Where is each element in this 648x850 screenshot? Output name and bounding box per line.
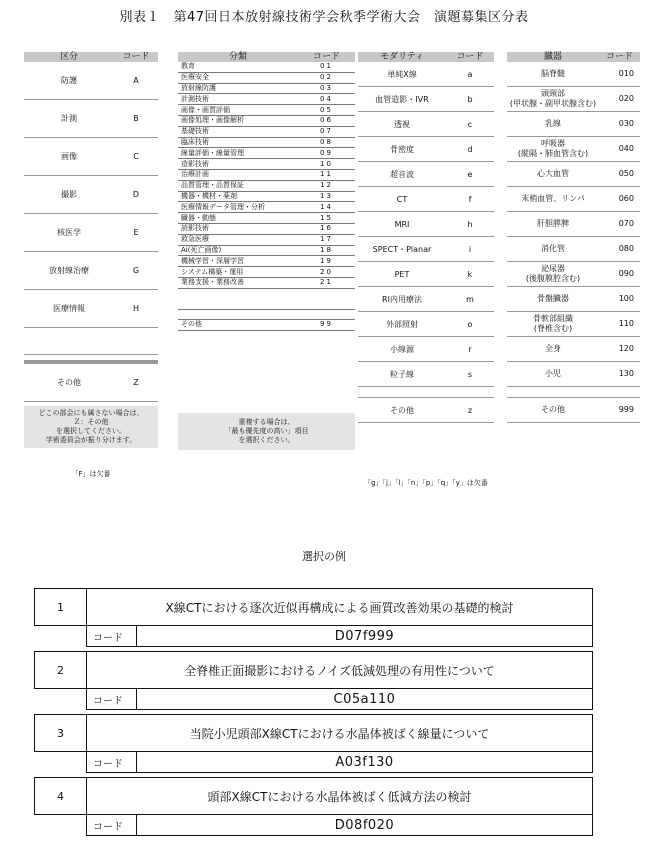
- table-row: [178, 94, 355, 105]
- modality-name: 粒子線: [358, 362, 446, 387]
- modality-code: h: [446, 212, 494, 237]
- example-code-row: [35, 626, 593, 647]
- kubun-code: A: [114, 62, 158, 100]
- table-row: [507, 337, 640, 362]
- organ-name-sub: (縦隔・肺血管含む): [517, 149, 589, 158]
- table-row: [358, 212, 494, 237]
- table-row: [178, 223, 355, 234]
- table-row: [358, 87, 494, 112]
- table-row: [358, 137, 494, 162]
- modality-header: モダリティ: [358, 52, 446, 62]
- example-code-value: C05a110: [137, 689, 593, 710]
- organ-name-text: 小児: [545, 369, 561, 378]
- empty-cell: [35, 626, 87, 647]
- table-row: [24, 100, 158, 138]
- bunrui-code: 08: [298, 137, 355, 148]
- organ-name-text: 心大血管: [537, 169, 569, 178]
- organ-code-header: コード: [599, 52, 640, 62]
- bunrui-name: システム構築・運用: [178, 267, 298, 278]
- table-row: [507, 362, 640, 387]
- bunrui-code: 18: [298, 245, 355, 256]
- table-row: [24, 290, 158, 328]
- kubun-code: G: [114, 252, 158, 290]
- table-row: [358, 337, 494, 362]
- kubun-code: B: [114, 100, 158, 138]
- example-2: [34, 651, 593, 710]
- modality-name: 外部照射: [358, 312, 446, 337]
- bunrui-name: 放射線防護: [178, 83, 298, 94]
- table-row: [358, 112, 494, 137]
- table-row: [24, 138, 158, 176]
- bunrui-code: 05: [298, 105, 355, 116]
- modality-code-header: コード: [446, 52, 494, 62]
- bunrui-code: 07: [298, 126, 355, 137]
- table-row: [358, 312, 494, 337]
- bunrui-name: 臓器・動態: [178, 213, 298, 224]
- organ-name-sub: (後腹膜腔含む): [525, 274, 581, 283]
- empty-cell: [35, 815, 87, 836]
- table-row: [507, 137, 640, 162]
- modality-code: r: [446, 337, 494, 362]
- modality-name: 小線源: [358, 337, 446, 362]
- example-code-row: [35, 752, 593, 773]
- table-row: [507, 387, 640, 398]
- table-row: [24, 62, 158, 100]
- organ-name-text: 頭頸部: [541, 89, 565, 98]
- modality-name: 骨密度: [358, 137, 446, 162]
- table-row: [507, 187, 640, 212]
- organ-name-sub: (甲状腺・副甲状腺含む): [509, 99, 597, 108]
- modality-code: m: [446, 287, 494, 312]
- bunrui-name: 造影技術: [178, 159, 298, 170]
- organ-name-text: 脳脊髄: [541, 69, 565, 78]
- modality-code: c: [446, 112, 494, 137]
- bunrui-name: その他: [178, 319, 298, 330]
- kubun-code: D: [114, 176, 158, 214]
- example-4: [34, 777, 593, 836]
- modality-name: 透視: [358, 112, 446, 137]
- organ-name: その他: [507, 398, 599, 423]
- modality-name: 血管造影・IVR: [358, 87, 446, 112]
- bunrui-code: 12: [298, 180, 355, 191]
- organ-name: [507, 187, 599, 212]
- blank-cell: [298, 288, 355, 309]
- organ-name-text: 消化管: [541, 244, 565, 253]
- organ-name: [507, 287, 599, 312]
- bunrui-name: 救急医療: [178, 234, 298, 245]
- example-title: 頭部X線CTにおける水晶体被ばく低減方法の検討: [87, 778, 593, 815]
- bunrui-name: 画像・画質評価: [178, 105, 298, 116]
- table-row: [178, 288, 355, 309]
- table-row: [358, 237, 494, 262]
- organ-name-text: 肝胆膵脾: [537, 219, 569, 228]
- modality-code: i: [446, 237, 494, 262]
- organ-code: 060: [599, 187, 640, 212]
- table-row: [178, 115, 355, 126]
- table-row: [507, 262, 640, 287]
- bunrui-code: 99: [298, 319, 355, 330]
- kubun-name: 画像: [24, 138, 114, 176]
- bunrui-code: 13: [298, 191, 355, 202]
- example-3: [34, 714, 593, 773]
- table-row: [507, 312, 640, 337]
- table-row: [178, 105, 355, 116]
- example-title-row: [35, 778, 593, 815]
- modality-name: PET: [358, 262, 446, 287]
- modality-code: a: [446, 62, 494, 87]
- organ-code: 030: [599, 112, 640, 137]
- organ-code: 070: [599, 212, 640, 237]
- example-1: [34, 588, 593, 647]
- example-code-label: コード: [87, 626, 137, 647]
- table-row: [24, 214, 158, 252]
- table-row: [24, 362, 158, 402]
- table-row: [507, 287, 640, 312]
- blank-cell: [178, 309, 298, 319]
- example-title-row: [35, 715, 593, 752]
- modality-code: s: [446, 362, 494, 387]
- bunrui-name: 機械学習・深層学習: [178, 256, 298, 267]
- empty-cell: [35, 752, 87, 773]
- example-title: 全脊椎正面撮影におけるノイズ低減処理の有用性について: [87, 652, 593, 689]
- kubun-code: C: [114, 138, 158, 176]
- blank-cell: [24, 355, 114, 363]
- kubun-header: 区分: [24, 52, 114, 62]
- bunrui-code: 11: [298, 169, 355, 180]
- modality-code: z: [446, 398, 494, 423]
- example-code-value: A03f130: [137, 752, 593, 773]
- kubun-name: 医療情報: [24, 290, 114, 328]
- organ-name-text: 乳線: [545, 119, 561, 128]
- organ-header: 臓器: [507, 52, 599, 62]
- bunrui-code: 09: [298, 148, 355, 159]
- organ-name-text: 全身: [545, 344, 561, 353]
- organ-code: 999: [599, 398, 640, 423]
- table-row: [178, 202, 355, 213]
- table-row: [178, 169, 355, 180]
- organ-code: 040: [599, 137, 640, 162]
- bunrui-name: 計測技術: [178, 94, 298, 105]
- organ-name-text: 骨盤臓器: [537, 294, 569, 303]
- table-row: [358, 398, 494, 423]
- table-row: [178, 213, 355, 224]
- modality-note: 「g」「j」「l」「n」「p」「q」「y」は欠番: [364, 479, 488, 487]
- organ-name-sub: (脊椎含む): [533, 324, 573, 333]
- modality-code: k: [446, 262, 494, 287]
- blank-cell: [507, 387, 599, 398]
- table-row: [358, 262, 494, 287]
- table-row: [507, 112, 640, 137]
- organ-table: [507, 52, 640, 423]
- table-row: [178, 72, 355, 83]
- example-code-row: [35, 815, 593, 836]
- bunrui-code: 01: [298, 62, 355, 72]
- kubun-note: どこの部会にも属さない場合は、 Ｚ：その他 を選択してください。 学術委員会が振り分けます。: [24, 406, 158, 448]
- table-row: [24, 355, 158, 363]
- bunrui-code: 21: [298, 277, 355, 288]
- table-row: [358, 362, 494, 387]
- table-row: [178, 83, 355, 94]
- kubun-name: 撮影: [24, 176, 114, 214]
- bunrui-name: 教育: [178, 62, 298, 72]
- example-number: 4: [35, 778, 87, 815]
- table-row: [358, 187, 494, 212]
- blank-cell: [24, 328, 114, 355]
- example-code-label: コード: [87, 815, 137, 836]
- organ-name: [507, 62, 599, 87]
- bunrui-code: 02: [298, 72, 355, 83]
- kubun-code: Z: [114, 362, 158, 402]
- blank-cell: [358, 387, 446, 398]
- table-row: [178, 126, 355, 137]
- bunrui-code: 14: [298, 202, 355, 213]
- bunrui-code: 06: [298, 115, 355, 126]
- blank-cell: [114, 355, 158, 363]
- bunrui-name: 品質管理・品質保証: [178, 180, 298, 191]
- blank-cell: [446, 387, 494, 398]
- examples-title: 選択の例: [302, 550, 346, 563]
- bunrui-code: 10: [298, 159, 355, 170]
- table-row: [178, 309, 355, 319]
- kubun-table: [24, 52, 158, 402]
- table-row: [178, 277, 355, 288]
- example-code-value: D07f999: [137, 626, 593, 647]
- table-row: [178, 62, 355, 72]
- kubun-note-missing: 「F」は欠番: [71, 470, 111, 478]
- table-row: [358, 62, 494, 87]
- table-row: [178, 234, 355, 245]
- kubun-name: 核医学: [24, 214, 114, 252]
- bunrui-code: 16: [298, 223, 355, 234]
- example-number: 2: [35, 652, 87, 689]
- organ-name-text: 呼吸器: [541, 139, 565, 148]
- table-row: [178, 180, 355, 191]
- modality-code: o: [446, 312, 494, 337]
- example-title-row: [35, 589, 593, 626]
- organ-name: [507, 312, 599, 337]
- modality-table: [358, 52, 494, 423]
- modality-code: d: [446, 137, 494, 162]
- organ-name: [507, 112, 599, 137]
- example-title-row: [35, 652, 593, 689]
- bunrui-note: 重複する場合は、 「最も優先度の高い」項目 を選択ください。: [178, 413, 355, 450]
- table-row: [178, 148, 355, 159]
- organ-code: 090: [599, 262, 640, 287]
- organ-name: [507, 362, 599, 387]
- modality-name: MRI: [358, 212, 446, 237]
- organ-code: 020: [599, 87, 640, 112]
- table-row: [358, 387, 494, 398]
- modality-name: RI内用療法: [358, 287, 446, 312]
- table-row: [24, 176, 158, 214]
- table-row: [507, 162, 640, 187]
- kubun-code: H: [114, 290, 158, 328]
- bunrui-code: 04: [298, 94, 355, 105]
- modality-code: e: [446, 162, 494, 187]
- kubun-name: その他: [24, 362, 114, 402]
- kubun-name: 防護: [24, 62, 114, 100]
- organ-name-text: 骨軟部組織: [533, 314, 573, 323]
- kubun-code: E: [114, 214, 158, 252]
- organ-code: 120: [599, 337, 640, 362]
- organ-name: [507, 337, 599, 362]
- modality-name: その他: [358, 398, 446, 423]
- bunrui-name: 線量評価・線量管理: [178, 148, 298, 159]
- table-row: [358, 287, 494, 312]
- example-title: 当院小児頭部X線CTにおける水晶体被ばく線量について: [87, 715, 593, 752]
- organ-code: 130: [599, 362, 640, 387]
- modality-code: b: [446, 87, 494, 112]
- organ-name-text: 末梢血管、リンパ: [521, 194, 585, 203]
- bunrui-table: [178, 52, 355, 331]
- empty-cell: [35, 689, 87, 710]
- table-row: [24, 328, 158, 355]
- bunrui-code: 15: [298, 213, 355, 224]
- example-title: X線CTにおける逐次近似再構成による画質改善効果の基礎的検討: [87, 589, 593, 626]
- modality-code: f: [446, 187, 494, 212]
- bunrui-name: 臨床技術: [178, 137, 298, 148]
- example-number: 3: [35, 715, 87, 752]
- organ-code: 110: [599, 312, 640, 337]
- blank-cell: [298, 309, 355, 319]
- table-row: [178, 256, 355, 267]
- organ-code: 080: [599, 237, 640, 262]
- modality-name: CT: [358, 187, 446, 212]
- example-code-label: コード: [87, 689, 137, 710]
- bunrui-code: 17: [298, 234, 355, 245]
- blank-cell: [114, 328, 158, 355]
- table-row: [507, 237, 640, 262]
- bunrui-name: 機器・機材・薬剤: [178, 191, 298, 202]
- table-row: [507, 62, 640, 87]
- bunrui-header: 分類: [178, 52, 298, 62]
- bunrui-name: 医療情報データ管理・分析: [178, 202, 298, 213]
- example-code-value: D08f020: [137, 815, 593, 836]
- example-number: 1: [35, 589, 87, 626]
- bunrui-name: Ai(死亡画像): [178, 245, 298, 256]
- blank-cell: [599, 387, 640, 398]
- modality-name: 超音波: [358, 162, 446, 187]
- kubun-code-header: コード: [114, 52, 158, 62]
- bunrui-name: 基礎技術: [178, 126, 298, 137]
- example-code-row: [35, 689, 593, 710]
- organ-name: [507, 212, 599, 237]
- modality-name: 単純X線: [358, 62, 446, 87]
- bunrui-code-header: コード: [298, 52, 355, 62]
- bunrui-name: 治療計画: [178, 169, 298, 180]
- table-row: [178, 245, 355, 256]
- bunrui-code: 19: [298, 256, 355, 267]
- bunrui-name: 画像処理・画像解析: [178, 115, 298, 126]
- modality-name: SPECT・Planar: [358, 237, 446, 262]
- table-row: [178, 267, 355, 278]
- organ-name-text: 泌尿器: [541, 264, 565, 273]
- organ-name: [507, 137, 599, 162]
- organ-name: [507, 262, 599, 287]
- organ-code: 100: [599, 287, 640, 312]
- table-row: [24, 252, 158, 290]
- organ-name: [507, 162, 599, 187]
- table-row: [507, 212, 640, 237]
- table-row: [178, 137, 355, 148]
- kubun-name: 計測: [24, 100, 114, 138]
- table-row: [358, 162, 494, 187]
- kubun-name: 放射線治療: [24, 252, 114, 290]
- organ-code: 050: [599, 162, 640, 187]
- table-row: [178, 191, 355, 202]
- table-row: [507, 87, 640, 112]
- organ-name: [507, 237, 599, 262]
- bunrui-name: 業務支援・業務改善: [178, 277, 298, 288]
- organ-code: 010: [599, 62, 640, 87]
- page-title: 別表１ 第47回日本放射線技術学会秋季学術大会 演題募集区分表: [119, 10, 529, 25]
- bunrui-name: 読影技術: [178, 223, 298, 234]
- table-row: [507, 398, 640, 423]
- blank-cell: [178, 288, 298, 309]
- bunrui-code: 20: [298, 267, 355, 278]
- bunrui-code: 03: [298, 83, 355, 94]
- table-row: [178, 159, 355, 170]
- example-code-label: コード: [87, 752, 137, 773]
- table-row: [178, 319, 355, 330]
- organ-name: [507, 87, 599, 112]
- bunrui-name: 医療安全: [178, 72, 298, 83]
